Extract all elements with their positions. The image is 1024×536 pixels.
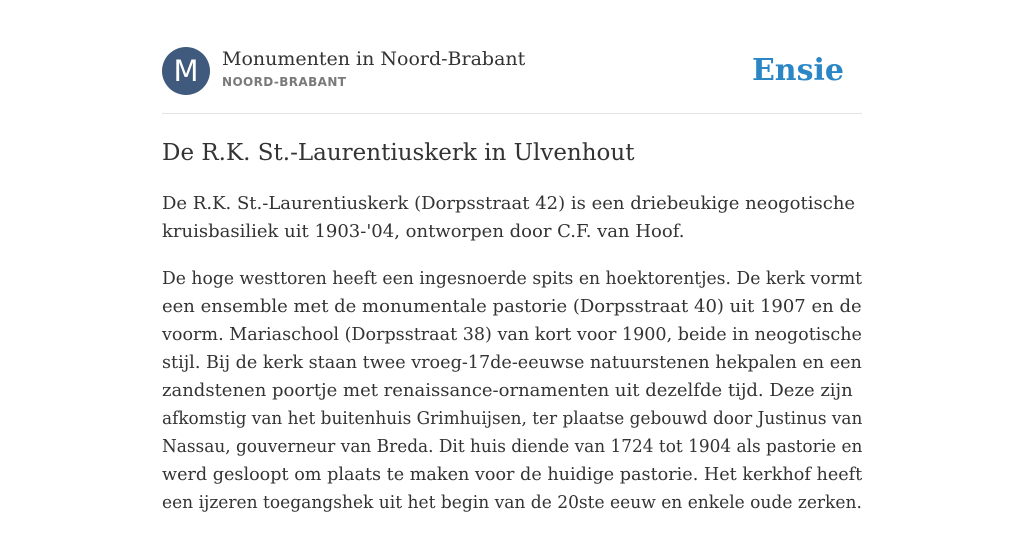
paragraph-1	[162, 190, 862, 246]
text-line: werd gesloopt om plaats te maken voor de huidige pastorie. Het kerkhof heeft	[162, 464, 863, 485]
text-line: kruisbasiliek uit 1903-'04, ontworpen door C.F. van Hoof.	[162, 221, 685, 242]
site-region-label: NOORD-BRABANT	[222, 75, 347, 89]
brand-logo[interactable]: Ensie	[751, 53, 844, 88]
text-line: Nassau, gouverneur van Breda. Dit huis diende van 1724 tot 1904 als pastorie en	[162, 436, 863, 457]
article-title: De R.K. St.-Laurentiuskerk in Ulvenhout	[162, 140, 635, 166]
site-header	[162, 47, 862, 95]
text-line: stijl. Bij de kerk staan twee vroeg-17de-eeuwse natuurstenen hekpalen en een	[162, 352, 862, 373]
text-line: De hoge westtoren heeft een ingesnoerde spits en hoektorentjes. De kerk vormt	[162, 268, 863, 289]
paragraph-2	[162, 265, 862, 517]
site-title[interactable]: Monumenten in Noord-Brabant	[222, 48, 526, 70]
article-body	[162, 190, 862, 536]
header-divider	[162, 113, 862, 114]
text-line: De R.K. St.-Laurentiuskerk (Dorpsstraat 42) is een driebeukige neogotische	[162, 193, 856, 214]
text-line: een ijzeren toegangshek uit het begin van de 20ste eeuw en enkele oude zerken.	[162, 492, 862, 513]
text-line: voorm. Mariaschool (Dorpsstraat 38) van kort voor 1900, beide in neogotische	[162, 324, 862, 345]
avatar[interactable]: M	[162, 47, 210, 95]
text-line: een ensemble met de monumentale pastorie (Dorpsstraat 40) uit 1907 en de	[162, 296, 862, 317]
text-line: afkomstig van het buitenhuis Grimhuijsen, ter plaatse gebouwd door Justinus van	[162, 408, 863, 429]
page	[162, 0, 862, 512]
text-line: zandstenen poortje met renaissance-ornamenten uit dezelfde tijd. Deze zijn	[162, 380, 853, 401]
